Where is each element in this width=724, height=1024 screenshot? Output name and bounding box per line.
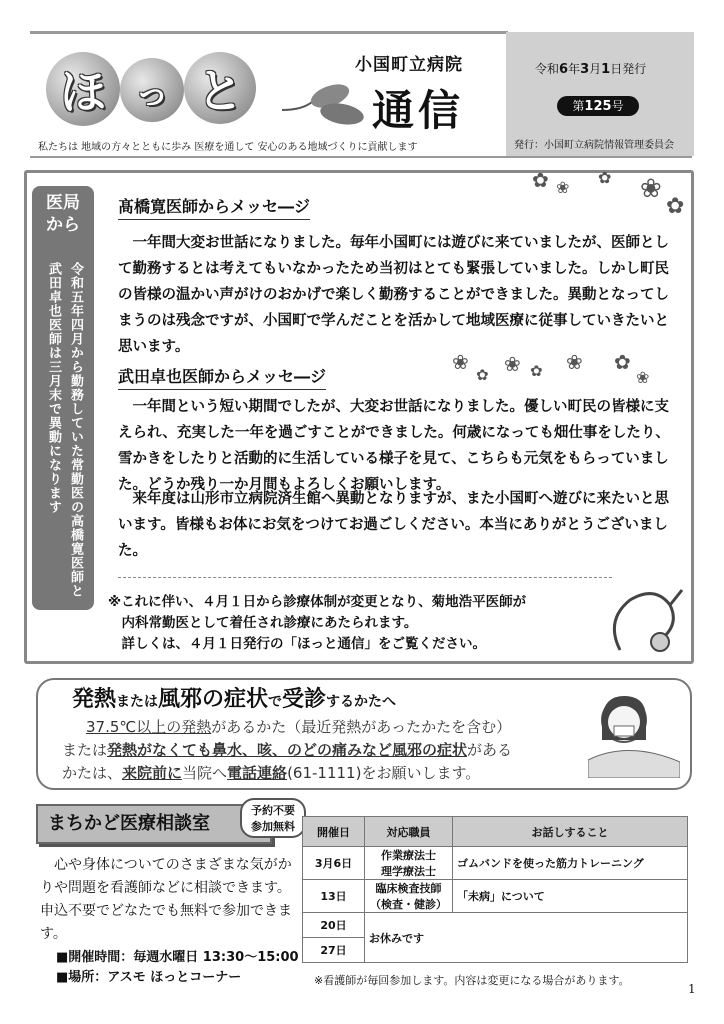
header-bottom-rule — [30, 156, 692, 158]
flower-icon: ❀ — [504, 352, 521, 376]
flower-icon: ❀ — [640, 174, 662, 204]
consultation-hours: ■開催時間：毎週水曜日 13:30～15:00 — [56, 950, 299, 965]
sick-girl-illustration — [588, 690, 680, 778]
message-takeda-1: 一年間という短い期間でしたが、大変お世話になりました。優しい町民の皆様に支えられ、充実した一年を過ごすことができました。何歳になっても畑仕事をしたり、雪かきをしたりと活動的に生活している様子を見て、こちらも元気をもらっていました。どうか残り一か月間もよろしくお願いします。 — [118, 398, 670, 493]
header-top-rule — [30, 31, 508, 34]
leaf-icon — [282, 80, 368, 130]
flower-icon: ✿ — [532, 168, 549, 192]
row-topic: 「未病」について — [453, 880, 688, 913]
fever-line-1: 37.5℃以上の発熱があるかた（最近発熱があったかたを含む） — [86, 718, 512, 736]
schedule-table — [302, 816, 688, 963]
logo-char-to: と — [184, 52, 256, 124]
consultation-title: まちかど医療相談室 — [36, 804, 272, 844]
logo-char-ho: ほ — [46, 52, 120, 126]
fever-line-2: または発熱がなくても鼻水、咳、のどの痛みなど風邪の症状がある — [62, 741, 513, 759]
flower-icon: ✿ — [530, 362, 543, 380]
stethoscope-icon — [600, 580, 690, 660]
logo-char-tsu: っ — [120, 58, 184, 122]
table-row — [303, 913, 688, 938]
free-no-reservation-badge: 予約不要 参加無料 — [240, 798, 306, 838]
motto: 私たちは 地域の方々とともに歩み 医療を通して 安心のある地域づくりに貢献します — [38, 142, 418, 153]
col-date: 開催日 — [303, 817, 365, 847]
logo — [46, 46, 286, 126]
page-number: 1 — [688, 982, 696, 996]
flower-icon: ❀ — [566, 350, 583, 374]
row-staff: 臨床検査技師 （検査・健診） — [365, 880, 453, 913]
issue-date: 令和6年3月1日発行 — [535, 62, 647, 77]
flower-icon: ❀ — [452, 350, 469, 374]
row-topic: ゴムバンドを使った筋力トレーニング — [453, 847, 688, 880]
consultation-place: ■場所：アスモ ほっとコーナー — [56, 970, 242, 985]
heading-takahashi: 髙橋寛医師からメッセ―ジ — [118, 194, 310, 220]
table-row — [303, 847, 688, 880]
col-staff: 対応職員 — [365, 817, 453, 847]
side-title: 医局 から — [46, 193, 80, 235]
col-topic: お話しすること — [453, 817, 688, 847]
newsletter-title: 通信 — [372, 86, 465, 135]
row-date: 13日 — [303, 880, 365, 913]
flower-icon: ✿ — [476, 366, 489, 384]
message-takahashi: 一年間大変お世話になりました。毎年小国町には遊びに来ていましたが、医師として勤務するとは考えてもいなかったため当初はとても緊張していました。しかし町民の皆様の温かい声がけのおかげで楽しく勤務することができました。異動となってしまうのは残念ですが、小国町で学んだことを活かして地域医療に従事していきたいと思います。 — [118, 234, 669, 355]
schedule-note: ※看護師が毎回参加します。内容は変更になる場合があります。 — [314, 974, 630, 987]
flower-icon: ✿ — [614, 350, 631, 374]
schedule-change-note: ※これに伴い、４月１日から診療体制が変更となり、菊地浩平医師が 内科常勤医として着任され診療にあたられます。 詳しくは、４月１日発行の「ほっと通信」をご覧ください。 — [108, 594, 527, 652]
table-row — [303, 880, 688, 913]
side-text-1: 令和五年四月から勤務していた常勤医の高橋寛医師と — [68, 262, 83, 598]
consultation-description: 心や身体についてのさまざまな気がかりや問題を看護師などに相談できます。申込不要でどなたでも無料で参加できます。 — [40, 857, 292, 942]
flower-icon: ❀ — [556, 178, 570, 197]
heading-takeda: 武田卓也医師からメッセ―ジ — [118, 364, 326, 390]
fever-notice-title: 発熱または風邪の症状で受診するかたへ — [66, 682, 402, 713]
flower-icon: ✿ — [598, 168, 612, 187]
flower-icon: ✿ — [666, 194, 685, 219]
flower-icon: ❀ — [636, 368, 650, 387]
issue-number-badge: 第125号 — [557, 96, 639, 116]
row-staff: 作業療法士 理学療法士 — [365, 847, 453, 880]
row-date: 20日 — [303, 913, 365, 938]
fever-line-3: かたは、来院前に当院へ電話連絡(61-1111)をお願いします。 — [62, 764, 481, 782]
row-holiday: お休みです — [365, 913, 688, 963]
publisher: 発行：小国町立病院情報管理委員会 — [514, 140, 674, 151]
divider — [118, 577, 612, 578]
message-takeda-2: 来年度は山形市立病院済生館へ異動となりますが、また小国町へ遊びに来たいと思います。皆様もお体にお気をつけてお過ごしください。本当にありがとうございました。 — [118, 490, 669, 559]
row-date: 27日 — [303, 938, 365, 963]
hospital-name: 小国町立病院 — [355, 55, 463, 75]
row-date: 3月6日 — [303, 847, 365, 880]
side-text-2: 武田卓也医師は三月末で異動になります — [46, 262, 61, 514]
